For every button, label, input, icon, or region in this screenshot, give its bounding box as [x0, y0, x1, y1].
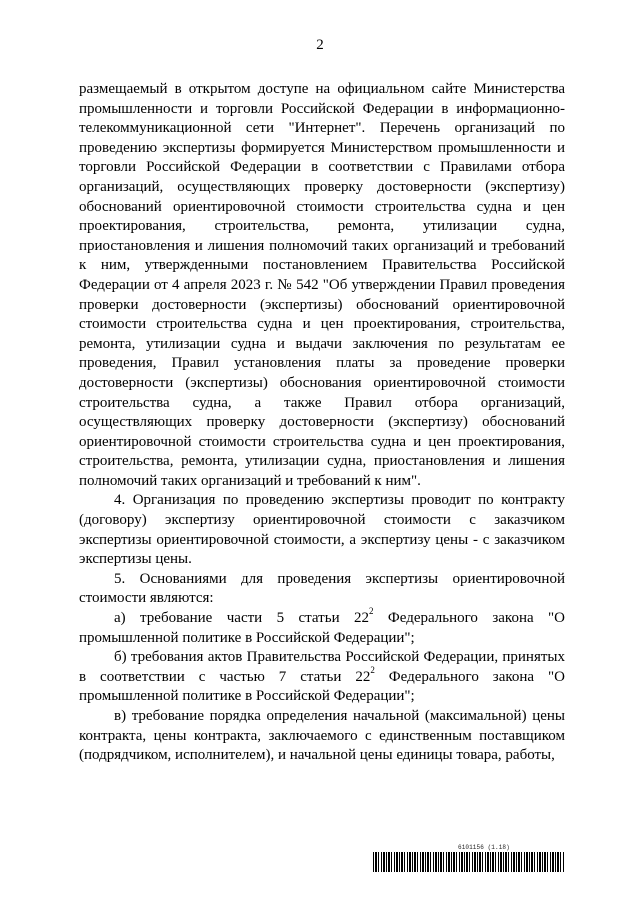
paragraph-item-4: 4. Организация по проведению экспертизы проводит по контракту (договору) экспертизу ориентировочной стоимости с заказчиком экспертизы ориентировочной стоимости, а экспертизу цены - с заказчиком экспертизы цены. [79, 492, 565, 568]
subitem-v [79, 707, 565, 766]
page-number: 2 [316, 37, 324, 53]
paragraph-continuation: размещаемый в открытом доступе на официальном сайте Министерства промышленности и торговли Российской Федерации в информационно-телекоммуникационной сети "Интернет". Перечень организаций по проведению экспертизы формируется Министерством промышленности и торговли Российской Федерации в соответствии с Правилами отбора организаций, осуществляющих проверку достоверности (экспертизу) обоснований ориентировочной стоимости строительства судна и цен проектирования, строительства, ремонта, утилизации судна, приостановления и лишения полномочий таких организаций и требований к ним, утвержденными постановлением Правительства Российской Федерации от 4 апреля 2023 г. № 542 "Об утверждении Правил проведения проверки достоверности (экспертизы) обоснований ориентировочной стоимости строительства судна и цен проектирования, строительства, ремонта, утилизации судна и выдачи заключения по результатам ее проведения, Правил установления платы за проведение проверки достоверности (экспертизы) обоснования ориентировочной стоимости строительства судна, а также Правил отбора организаций, осуществляющих проверку достоверности (экспертизу) обоснований ориентировочной стоимости строительства судна и цен проектирования, строительства, ремонта, утилизации судна, приостановления и лишения полномочий таких организаций и требований к ним". [79, 81, 565, 489]
subitem-a [79, 606, 565, 648]
subitem-a-text: а) требование части 5 статьи 22 [114, 610, 369, 627]
subitem-b-superscript: 2 [370, 664, 375, 675]
subitem-a-superscript: 2 [369, 606, 374, 617]
subitem-b [79, 648, 565, 707]
document-body [79, 80, 565, 766]
subitem-b-tail: Федерального закона "О промышленной политике в Российской Федерации"; [79, 668, 565, 705]
barcode-icon [373, 852, 565, 872]
subitem-a-tail: Федерального закона "О промышленной политике в Российской Федерации"; [79, 610, 565, 646]
document-code: 6101156 (1.18) [458, 844, 510, 851]
subitem-v-text: в) требование порядка определения начальной (максимальной) цены контракта, цены контракта, заключаемого с единственным поставщиком (подрядчиком, исполнителем), и начальной цены единицы товара, работы, [79, 708, 565, 764]
subitem-b-text: б) требования актов Правительства Российской Федерации, принятых в соответствии с частью 7 статьи 22 [79, 649, 565, 685]
paragraph-item-5: 5. Основаниями для проведения экспертизы ориентировочной стоимости являются: [79, 570, 565, 607]
